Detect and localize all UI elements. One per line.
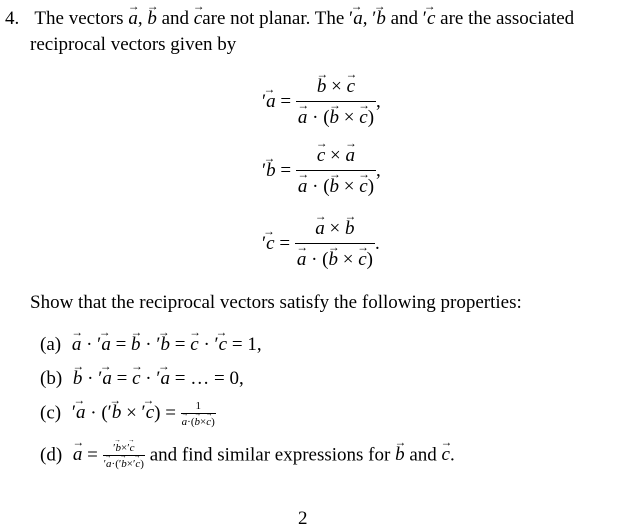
equation-b-prime: ′ b → = $\frac{c \to \times a \to}{a \to \cdot (b \to \times c \to)}$ , [262, 145, 381, 198]
page-number: 2 [298, 508, 308, 529]
problem-intro-line1: 4. The vectors a →, b → and c →are not planar. The ′ a →, ′ b → and ′ c → are the associated [5, 8, 574, 30]
problem-intro-line2: reciprocal vectors given by [30, 34, 237, 55]
property-b: (b) b → · ′ a → = c → · ′ a → = … = 0, [40, 368, 244, 390]
property-c: (c) ′ a → · (′ b → × ′ c →) = $\frac{1}{a \to\cdot(b \to\times c \to)}$ [40, 400, 216, 428]
problem-number: 4. [5, 8, 20, 29]
properties-lead: Show that the reciprocal vectors satisfy the following properties: [30, 292, 522, 313]
equation-c-prime: ′ c → = $\frac{a \to \times b \to}{a \to \cdot (b \to \times c \to)}$ . [262, 218, 380, 271]
property-d: (d) a → = ′ b →×′ c → ′ a →·(′ b →×′ c →) and find similar expressions for b → and c →. [40, 442, 455, 470]
property-a: (a) a → · ′ a → = b → · ′ b → = c → · ′ c → = 1, [40, 334, 262, 356]
equation-a-prime: ′ a → = $\frac{b \to \times c \to}{a \to \cdot (b \to \times c \to)}$ , [262, 76, 381, 129]
